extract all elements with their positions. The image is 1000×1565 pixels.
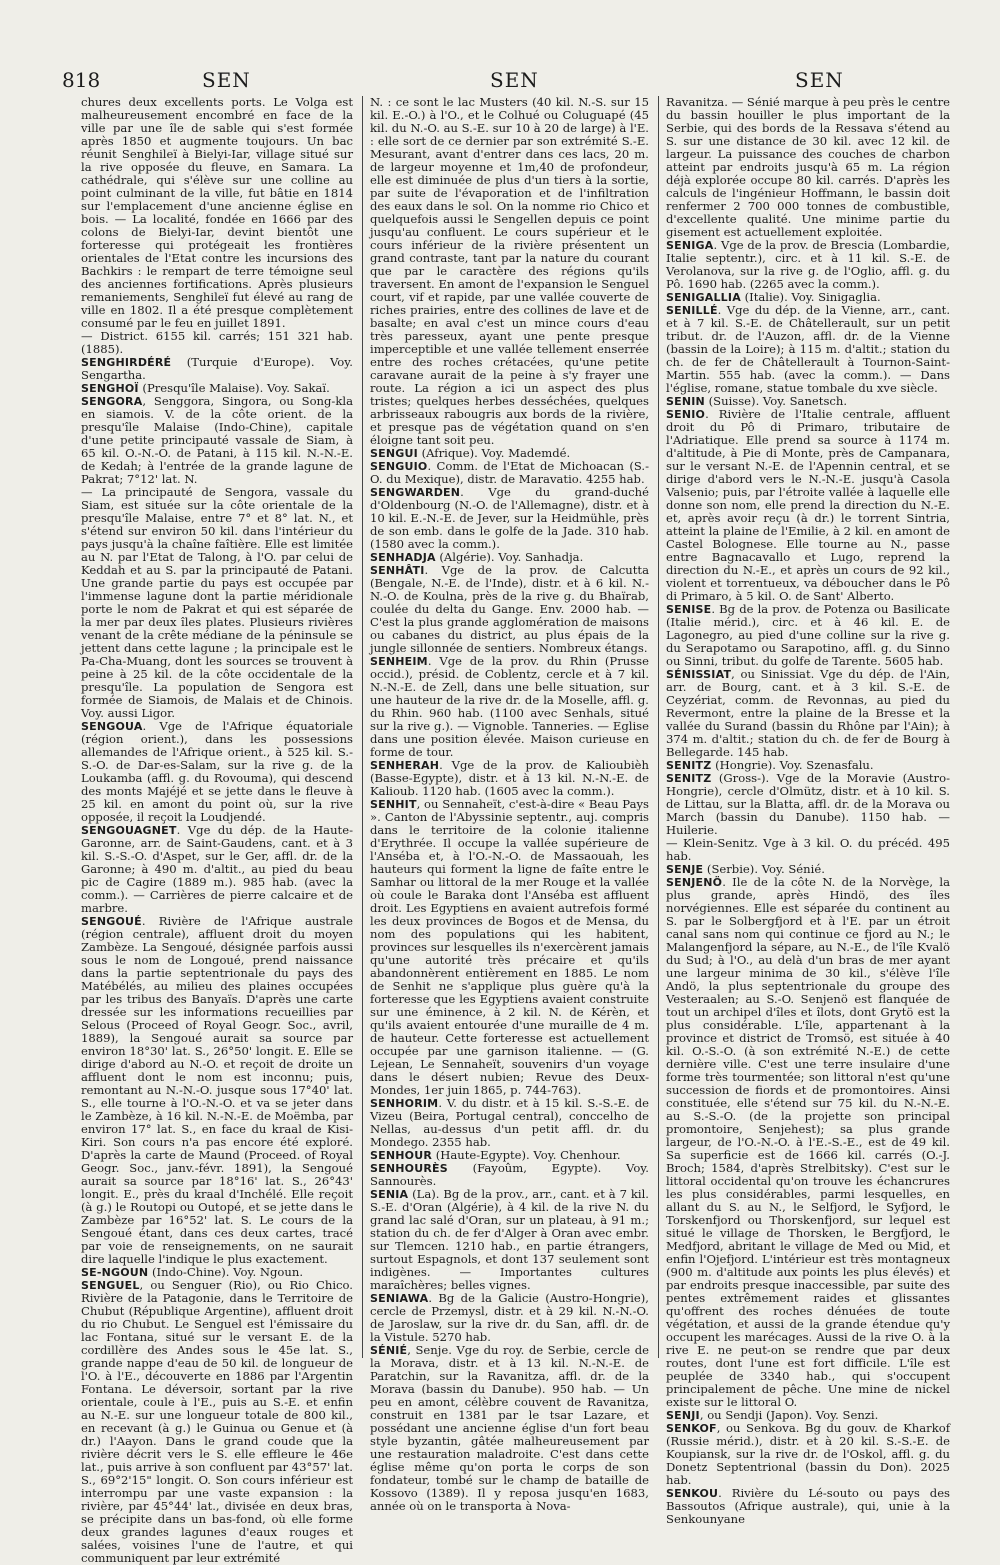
entry-text: , Senggora, Singora, ou Song-kla en siamois. V. de la côte orient. de la presqu'île Malaise (Indo-Chine), capitale d'une petite principauté vassale de Siam, à 65 kil. O.-N.-O. de Patani, à 115 kil. N.-N.-E. de Kedah; à l'entrée de la grande lagune de Pakrat; 7°12' lat. N. xyxy=(81,394,353,486)
dictionary-entry xyxy=(370,759,649,798)
dictionary-entry xyxy=(666,239,950,291)
dictionary-entry xyxy=(666,96,950,239)
entry-text: (La). Bg de la prov., arr., cant. et à 7 kil. S.-E. d'Oran (Algérie), à 4 kil. de la rive N. du grand lac salé d'Oran, sur un plateau, à 91 m.; station du ch. de fer d'Alger à Oran avec embr. sur Tlemcen. 1210 hab., en partie étrangers, surtout Espagnols, et dont 137 seulement sont indigènes. — Importantes cultures maraîchères; belles vignes. xyxy=(370,1187,649,1292)
entry-headword: SENGOUÉ xyxy=(81,915,142,928)
entry-headword: SENITZ xyxy=(666,772,712,785)
dictionary-entry xyxy=(370,486,649,551)
entry-text: — District. 6155 kil. carrés; 151 321 hab. (1885). xyxy=(81,329,353,356)
dictionary-entry xyxy=(370,1162,649,1188)
entry-headword: SENGUI xyxy=(370,447,418,460)
entry-headword: SENKOU xyxy=(666,1487,719,1500)
entry-text: . Rivière de l'Afrique australe (région centrale), affluent droit du moyen Zambèze. La Sengoué, désignée parfois aussi sous le nom de Longoué, prend naissance dans la partie septentrionale du pays des Matébélés, au milieu des plaines occupées par les tribus des Banyaïs. D'après une carte dressée sur les informations recueillies par Selous (Proceed of Royal Geogr. Soc., avril, 1889), la Sengoué aurait sa source par environ 18°30' lat. S., 26°50' longit. E. Elle se dirige d'abord au N.-O. et reçoit de droite un affluent dont le nom est inconnu; puis, remontant au N.-N.-O. jusque sous 17°40' lat. S., elle tourne à l'O.-N.-O. et va se jeter dans le Zambèze, à 16 kil. N.-N.-E. de Moëmba, par environ 17° lat. S., en face du kraal de Kisi-Kiri. Son cours n'a pas encore été exploré. D'après la carte de Maund (Proceed. of Royal Geogr. Soc., janv.-févr. 1891), la Sengoué aurait sa source par 18°16' lat. S., 26°43' longit. E., près du kraal d'Inchélé. Elle reçoit (à g.) le Routopi ou Outopé, et se jette dans le Zambèze par 16°52' lat. S. Le cours de la Sengoué étant, dans ces deux cartes, tracé par voie de renseignements, on ne saurait dire laquelle l'indique le plus exactement. xyxy=(81,914,353,1266)
dictionary-entry xyxy=(666,668,950,759)
entry-headword: SENGWARDEN xyxy=(370,486,461,499)
entry-text: . Bg de la Galicie (Austro-Hongrie), cercle de Przemysl, distr. et à 29 kil. N.-N.-O. de Jaroslaw, sur la rive dr. du San, affl. dr. de la Vistule. 5270 hab. xyxy=(370,1291,649,1344)
text-column-middle xyxy=(370,95,649,1513)
entry-text: , ou Sinissiat. Vge du dép. de l'Ain, arr. de Bourg, cant. et à 3 kil. S.-E. de Ceyzériat, comm. de Revonnas, au pied du Revermont, entre la plaine de la Bresse et la vallée du Surand (bassin du Rhône par l'Ain); à 374 m. d'altit.; station du ch. de fer de Bourg à Bellegarde. 145 hab. xyxy=(666,667,950,759)
dictionary-entry xyxy=(81,96,353,330)
entry-headword: SENGOUAGNET xyxy=(81,824,177,837)
dictionary-entry xyxy=(370,798,649,1097)
entry-text: — Klein-Senitz. Vge à 3 kil. O. du précéd. 495 hab. xyxy=(666,836,950,863)
dictionary-entry xyxy=(370,1344,649,1513)
dictionary-entry xyxy=(81,824,353,915)
entry-text: (Indo-Chine). Voy. Ngoun. xyxy=(148,1265,304,1279)
entry-headword: SENJENÖ xyxy=(666,876,723,889)
entry-headword: SENIGA xyxy=(666,239,714,252)
entry-headword: SENHÂTI xyxy=(370,564,425,577)
entry-headword: SENGORA xyxy=(81,395,143,408)
entry-text: , ou Sendji (Japon). Voy. Senzi. xyxy=(699,1408,879,1422)
entry-text: . Vge du dép. de la Haute-Garonne, arr. de Saint-Gaudens, cant. et à 3 kil. S.-S.-O. d'Aspet, sur le Ger, affl. dr. de la Garonne; à 490 m. d'altit., au pied du beau pic de Cagire (1889 m.). 985 hab. (avec la comm.). — Carrières de pierre calcaire et de marbre. xyxy=(81,823,353,915)
dictionary-entry xyxy=(370,1188,649,1292)
entry-text: (Presqu'île Malaise). Voy. Sakaï. xyxy=(138,381,330,395)
entry-text: , ou Sennaheït, c'est-à-dire « Beau Pays ». Canton de l'Abyssinie septentr., auj. compris dans le territoire de la colonie italienne d'Erythrée. Il occupe la vallée supérieure de l'Anséba et, à l'O.-N.-O. de Massaouah, les hauteurs qui forment la ligne de faîte entre le Samhar ou littoral de la mer Rouge et la vallée où coule le Baraka dont l'Anséba est affluent droit. Les Egyptiens en avaient autrefois formé les deux provinces de Bogos et de Mensa, du nom des populations qui les habitent, provinces sur lesquelles ils n'exercèrent jamais qu'une autorité très précaire et qu'ils abandonnèrent entièrement en 1885. Le nom de Senhit ne s'applique plus guère qu'à la forteresse que les Egyptiens avaient construite sur une éminence, à 2 kil. N. de Kérèn, et qu'ils avaient entourée d'une muraille de 4 m. de hauteur. Cette forteresse est actuellement occupée par une garnison italienne. — (G. Lejean, Le Sennaheït, souvenirs d'un voyage dans le désert nubien; Revue des Deux-Mondes, 1er juin 1865, p. 744-763). xyxy=(370,797,649,1097)
entry-headword: SENGOUA xyxy=(81,720,143,733)
entry-headword: SENHOURÈS xyxy=(370,1162,448,1175)
entry-headword: SÉNISSIAT xyxy=(666,668,732,681)
entry-text: Ravanitza. — Sénié marque à peu près le centre du bassin houiller le plus important de la Serbie, qui des bords de la Ressava s'étend au S. sur une distance de 30 kil. avec 12 kil. de largeur. La puissance des couches de charbon atteint par endroits jusqu'à 65 m. La région déjà explorée occupe 80 kil. carrés. D'après les calculs de l'ingénieur Hoffmann, le bassin doit renfermer 2 700 000 tonnes de combustible, d'excellente qualité. Une minime partie du gisement est actuellement exploitée. xyxy=(666,95,950,239)
text-column-right xyxy=(666,95,950,1526)
entry-headword: SENGHIRDÉRÉ xyxy=(81,356,172,369)
entry-text: (Algérie). Voy. Sanhadja. xyxy=(435,550,584,564)
text-column-left xyxy=(81,95,353,1565)
entry-text: . V. du distr. et à 15 kil. S.-S.-E. de Vizeu (Beira, Portugal central), conccelho de Nellas, au-dessus d'un petit affl. dr. du Mondego. 2355 hab. xyxy=(370,1096,649,1149)
dictionary-entry xyxy=(666,603,950,668)
running-headword-left: SEN xyxy=(202,68,251,92)
entry-text: . Vge de la prov. de Brescia (Lombardie, Italie septentr.), circ. et à 11 kil. S.-E. de Verolanova, sur la rive g. de l'Oglio, affl. g. du Pô. 1690 hab. (2265 avec la comm.). xyxy=(666,238,950,291)
entry-text: . Bg de la prov. de Potenza ou Basilicate (Italie mérid.), circ. et à 46 kil. E. de Lagonegro, au pied d'une colline sur la rive g. du Serapotamo ou Sarapotino, affl. g. du Sinno ou Sinni, tribut. du golfe de Tarente. 5605 hab. xyxy=(666,602,950,668)
entry-text: . Vge du dép. de la Vienne, arr., cant. et à 7 kil. S.-E. de Châtellerault, sur un petit tribut. dr. de l'Auzon, affl. dr. de la Vienne (bassin de la Loire); à 115 m. d'altit.; station du ch. de fer de Châtellerault à Tournon-Saint-Martin. 555 hab. (avec la comm.). — Dans l'église, romane, statue tombale du xve siècle. xyxy=(666,303,950,395)
entry-headword: SENGUIO xyxy=(370,460,428,473)
dictionary-entry xyxy=(81,395,353,486)
entry-text: (Haute-Egypte). Voy. Chenhour. xyxy=(432,1148,621,1162)
dictionary-entry xyxy=(81,486,353,720)
entry-text: . Vge de la prov. de Kalioubièh (Basse-Egypte), distr. et à 13 kil. N.-N.-E. de Kalioub. 1120 hab. (1605 avec la comm.). xyxy=(370,758,649,798)
dictionary-entry xyxy=(81,330,353,356)
entry-headword: SENJI xyxy=(666,1409,700,1422)
dictionary-entry xyxy=(81,915,353,1266)
entry-headword: SENHERAH xyxy=(370,759,440,772)
entry-headword: SÉNIÉ xyxy=(370,1344,408,1357)
entry-text: . Ile de la côte N. de la Norvège, la plus grande, après Hindö, des îles norvégiennes. Elle est séparée du continent au S. par le Solbergfjord et à l'E. par un étroit canal sans nom qui continue ce fjord au N.; le Malangenfjord la sépare, au N.-E., de l'île Kvalö du Sud; à l'O., au delà d'un bras de mer ayant une largeur minima de 30 kil., s'élève l'île Andö, la plus septentrionale du groupe des Vesteraalen; au S.-O. Senjenö est flanquée de tout un archipel d'îles et îlots, dont Grytö est la plus considérable. L'île, appartenant à la province et district de Tromsö, est située à 40 kil. O.-S.-O. (à son extrémité N.-E.) de cette dernière ville. C'est une terre insulaire d'une forme très tourmentée; son littoral n'est qu'une succession de fiords et de promontoires. Ainsi constituée, elle s'étend sur 75 kil. du N.-N.-E. au S.-S.-O. (de la projette son principal promontoire, Senjehest); sa plus grande largeur, de l'O.-N.-O. à l'E.-S.-E., est de 49 kil. Sa superficie est de 1666 kil. carrés (O.-J. Broch; 1584, d'après Strelbitsky). C'est sur le littoral occidental qu'on trouve les échancrures les plus considérables, parmi lesquelles, en allant du S. au N., le Selfjord, le Syfjord, le Torskenfjord ou Thorskenfjord, sur lequel est situé le village de Thorsken, le Bergfjord, le Medfjord, abritant le village de Med ou Mid, et enfin l'Ojefjord. L'intérieur est très montagneux (900 m. d'altitude aux points les plus élevés) et par endroits presque inaccessible, par suite des pentes extrêmement raides et glissantes qu'offrent des roches dénuées de toute végétation, et aussi de la grande étendue qu'y occupent les marécages. Aussi de la rive O. à la rive E. ne peut-on se rendre que par deux routes, dont l'une est fort difficile. L'île est peuplée de 3340 hab., qui s'occupent principalement de pêche. Une mine de nickel existe sur le littoral O. xyxy=(666,875,950,1409)
entry-text: , Senje. Vge du roy. de Serbie, cercle de la Morava, distr. et à 13 kil. N.-N.-E. de Paratchin, sur la Ravanitza, affl. dr. de la Morava (bassin du Danube). 950 hab. — Un peu en amont, célèbre couvent de Ravanitza, construit en 1381 par le tsar Lazare, et possédant une ancienne église d'un fort beau style byzantin, gâtée malheureusement par une restauration maladroite. C'est dans cette église même qu'on porta le corps de son fondateur, tombé sur le champ de bataille de Kossovo (1389). Il y reposa jusqu'en 1683, année où on le transporta à Nova- xyxy=(370,1343,649,1513)
entry-headword: SENGUEL xyxy=(81,1279,140,1292)
dictionary-entry xyxy=(370,564,649,655)
entry-headword: SENHOUR xyxy=(370,1149,433,1162)
entry-text: . Vge de la prov. du Rhin (Prusse occid.), présid. de Coblentz, cercle et à 7 kil. N.-N.-E. de Zell, dans une belle situation, sur une hauteur de la rive dr. de la Moselle, affl. g. du Rhin. 960 hab. (1100 avec Senhals, situé sur la rive g.). — Vignoble. Tanneries. — Eglise dans une position élevée. Maison curieuse en forme de tour. xyxy=(370,654,649,759)
entry-text: chures deux excellents ports. Le Volga est malheureusement encombré en face de la ville par une île de sable qui s'est formée après 1850 et augmente toujours. Un bac réunit Senghileï à Bielyi-Iar, village situé sur la rive opposée du fleuve, en Samara. La cathédrale, qui s'élève sur une colline au point culminant de la ville, fut bâtie en 1814 sur l'emplacement d'une ancienne église en bois. — La localité, fondée en 1666 par des colons de Bielyi-Iar, devint bientôt une forteresse qui protégeait les frontières orientales de l'Etat contre les incursions des Bachkirs : le rempart de terre témoigne seul des anciennes fortifications. Après plusieurs remaniements, Senghileï fut élevé au rang de ville en 1802. Il a été presque complètement consumé par le feu en juillet 1891. xyxy=(81,95,353,330)
entry-headword: SE-NGOUN xyxy=(81,1266,149,1279)
dictionary-entry xyxy=(666,876,950,1409)
entry-text: . Rivière de l'Italie centrale, affluent droit du Pô di Primaro, tributaire de l'Adriatique. Elle prend sa source à 1174 m. d'altitude, à Pie di Monte, près de Campanara, sur le versant N.-E. de l'Apennin central, et se dirige d'abord vers le N.-N.-E. jusqu'à Casola Valsenio; puis, par l'étroite vallée à laquelle elle donne son nom, elle prend la direction du N.-E. et, après avoir reçu (à dr.) le torrent Sintria, atteint la plaine de l'Emilie, à 2 kil. en amont de Castel Bolognese. Elle tourne au N., passe entre Bagnacavallo et Lugo, reprend la direction du N.-E., et après un cours de 92 kil., violent et torrentueux, va déboucher dans le Pô di Primaro, à 5 kil. O. de Sant' Alberto. xyxy=(666,407,950,603)
dictionary-entry xyxy=(370,96,649,447)
column-divider xyxy=(362,96,363,1358)
dictionary-entry xyxy=(666,837,950,863)
entry-headword: SENGHOÏ xyxy=(81,382,139,395)
dictionary-entry xyxy=(81,356,353,382)
entry-headword: SENHADJA xyxy=(370,551,436,564)
dictionary-entry xyxy=(666,772,950,837)
entry-headword: SENIA xyxy=(370,1188,409,1201)
entry-text: (Afrique). Voy. Mademdé. xyxy=(417,446,571,460)
entry-headword: SENKOF xyxy=(666,1422,717,1435)
entry-text: N. : ce sont le lac Musters (40 kil. N.-S. sur 15 kil. E.-O.) à l'O., et le Colhué ou Coluguapé (45 kil. du N.-O. au S.-E. sur 10 à 20 de large) à l'E. : elle sort de ce dernier par son extrémité S.-E. Mesurant, avant d'entrer dans ces lacs, 20 m. de largeur moyenne et 1m,40 de profondeur, elle est diminuée de plus d'un tiers à la sortie, par suite de l'évaporation et de l'infiltration des eaux dans le sol. On la nomme rio Chico et quelquefois aussi le Sengellen depuis ce point jusqu'au confluent. Le cours supérieur et le cours inférieur de la rivière présentent un grand contraste, tant par la nature du courant que par le caractère des régions qu'ils traversent. En amont de l'expansion le Senguel court, vif et rapide, par une vallée couverte de riches prairies, entre des collines de lave et de basalte; en aval c'est un mince cours d'eau très paresseux, ayant une pente presque imperceptible et une vallée tellement enserrée entre des roches crétacées, qu'une petite caravane aurait de la peine à s'y frayer une route. La région a ici un aspect des plus tristes; quelques herbes desséchées, quelques arbrisseaux rabougris aux bords de la rivière, et presque pas de végétation quand on s'en éloigne tant soit peu. xyxy=(370,95,649,447)
entry-headword: SENIO xyxy=(666,408,706,421)
entry-text: (Fayoûm, Egypte). Voy. Sannourès. xyxy=(370,1161,649,1188)
dictionary-entry xyxy=(81,720,353,824)
dictionary-entry xyxy=(666,408,950,603)
entry-headword: SENITZ xyxy=(666,759,712,772)
entry-headword: SENHORIM xyxy=(370,1097,439,1110)
entry-text: (Suisse). Voy. Sanetsch. xyxy=(704,394,848,408)
dictionary-entry xyxy=(666,304,950,395)
entry-headword: SENJE xyxy=(666,863,704,876)
entry-headword: SENHEIM xyxy=(370,655,428,668)
entry-text: (Turquie d'Europe). Voy. Sengartha. xyxy=(81,355,353,382)
entry-headword: SENIN xyxy=(666,395,705,408)
entry-headword: SENIGALLIA xyxy=(666,291,741,304)
entry-text: , ou Senkova. Bg du gouv. de Kharkof (Russie mérid.), distr. et à 20 kil. S.-S.-E. de Koupiansk, sur la rive dr. de l'Oskol, affl. g. du Donetz Septentrional (bassin du Don). 2025 hab. xyxy=(666,1421,950,1487)
dictionary-entry xyxy=(666,1422,950,1487)
dictionary-entry xyxy=(370,1097,649,1149)
entry-headword: SENILLÉ xyxy=(666,304,718,317)
dictionary-entry xyxy=(370,655,649,759)
entry-text: , ou Senguer (Rio), ou Rio Chico. Rivière de la Patagonie, dans le Territoire de Chubut (République Argentine), affluent droit du rio Chubut. Le Senguel est l'émissaire du lac Fontana, situé sur le versant E. de la cordillère des Andes sous le 45e lat. S., grande nappe d'eau de 50 kil. de longueur de l'O. à l'E., découverte en 1886 par l'Argentin Fontana. Le déversoir, sortant par la rive orientale, coule à l'E., puis au S.-E. et enfin au N.-E. sur une longueur totale de 800 kil., en recevant (à g.) le Guinua ou Genue et (à dr.) l'Aayon. Dans le grand coude que la rivière décrit vers le S. elle effleure le 46e lat., puis arrive à son confluent par 43°57' lat. S., 69°2'15" longit. O. Son cours inférieur est interrompu par une vaste expansion : la rivière, par 45°44' lat., divisée en deux bras, se précipite dans un bas-fond, où elle forme deux grandes lagunes d'eaux rouges et salées, voisines l'une de l'autre, et qui communiquent par leur extrémité xyxy=(81,1278,353,1565)
entry-text: . Vge de la prov. de Calcutta (Bengale, N.-E. de l'Inde), distr. et à 6 kil. N.-N.-O. de Koulna, près de la rive g. du Bhaïrab, coulée du delta du Gange. Env. 2000 hab. — C'est la plus grande agglomération de maisons ou cabanes du district, au plus épais de la jungle sillonnée de sentiers. Nombreux étangs. xyxy=(370,563,649,655)
page-number: 818 xyxy=(62,68,101,92)
column-divider xyxy=(658,96,659,1358)
page-header xyxy=(0,68,1000,98)
entry-text: . Comm. de l'Etat de Michoacan (S.-O. du Mexique), distr. de Maravatio. 4255 hab. xyxy=(370,459,649,486)
entry-text: — La principauté de Sengora, vassale du Siam, est située sur la côte orientale de la presqu'île Malaise, entre 7° et 8° lat. N., et s'étend sur environ 50 kil. dans l'intérieur du pays jusqu'à la chaîne faîtière. Elle est limitée au N. par l'Etat de Talong, à l'O. par celui de Keddah et au S. par la principauté de Patani. Une grande partie du pays est occupée par l'immense lagune dont la partie méridionale porte le nom de Pakrat et qui est séparée de la mer par deux îles plates. Plusieurs rivières venant de la crête médiane de la péninsule se jettent dans cette lagune ; la principale est le Pa-Cha-Muang, dont les sources se trouvent à peine à 25 kil. de la côte occidentale de la presqu'île. La population de Sengora est formée de Siamois, de Malais et de Chinois. Voy. aussi Ligor. xyxy=(81,485,353,720)
entry-text: . Vge de l'Afrique équatoriale (région orient.), dans les possessions allemandes de l'Afrique orient., à 525 kil. S.-S.-O. de Dar-es-Salam, sur la rive g. de la Loukamba (affl. g. du Rovouma), qui descend des monts Majéjé et se jette dans le fleuve à 25 kil. en amont du point où, sur la rive opposée, il reçoit la Loudjendé. xyxy=(81,719,353,824)
entry-text: (Hongrie). Voy. Szenasfalu. xyxy=(711,758,874,772)
dictionary-entry xyxy=(370,1292,649,1344)
entry-text: (Italie). Voy. Sinigaglia. xyxy=(740,290,881,304)
entry-text: . Vge du grand-duché d'Oldenbourg (N.-O. de l'Allemagne), distr. et à 10 kil. E.-N.-E. de Jever, sur la Heidmühle, près de son emb. dans le golfe de la Jade. 310 hab. (1580 avec la comm.). xyxy=(370,485,649,551)
running-headword-center: SEN xyxy=(490,68,539,92)
entry-headword: SENIAWA xyxy=(370,1292,429,1305)
dictionary-entry xyxy=(666,1487,950,1526)
running-headword-right: SEN xyxy=(795,68,844,92)
entry-text: (Serbie). Voy. Sénié. xyxy=(703,862,825,876)
entry-headword: SENISE xyxy=(666,603,712,616)
entry-text: (Gross-). Vge de la Moravie (Austro-Hongrie), cercle d'Olmütz, distr. et à 10 kil. S. de Littau, sur la Blatta, affl. dr. de la Morava ou March (bassin du Danube). 1150 hab. — Huilerie. xyxy=(666,771,950,837)
entry-headword: SENHIT xyxy=(370,798,417,811)
entry-text: . Rivière du Lé-souto ou pays des Bassoutos (Afrique australe), qui, unie à la Senkounyane xyxy=(666,1486,950,1526)
dictionary-entry xyxy=(81,1279,353,1565)
dictionary-entry xyxy=(370,460,649,486)
